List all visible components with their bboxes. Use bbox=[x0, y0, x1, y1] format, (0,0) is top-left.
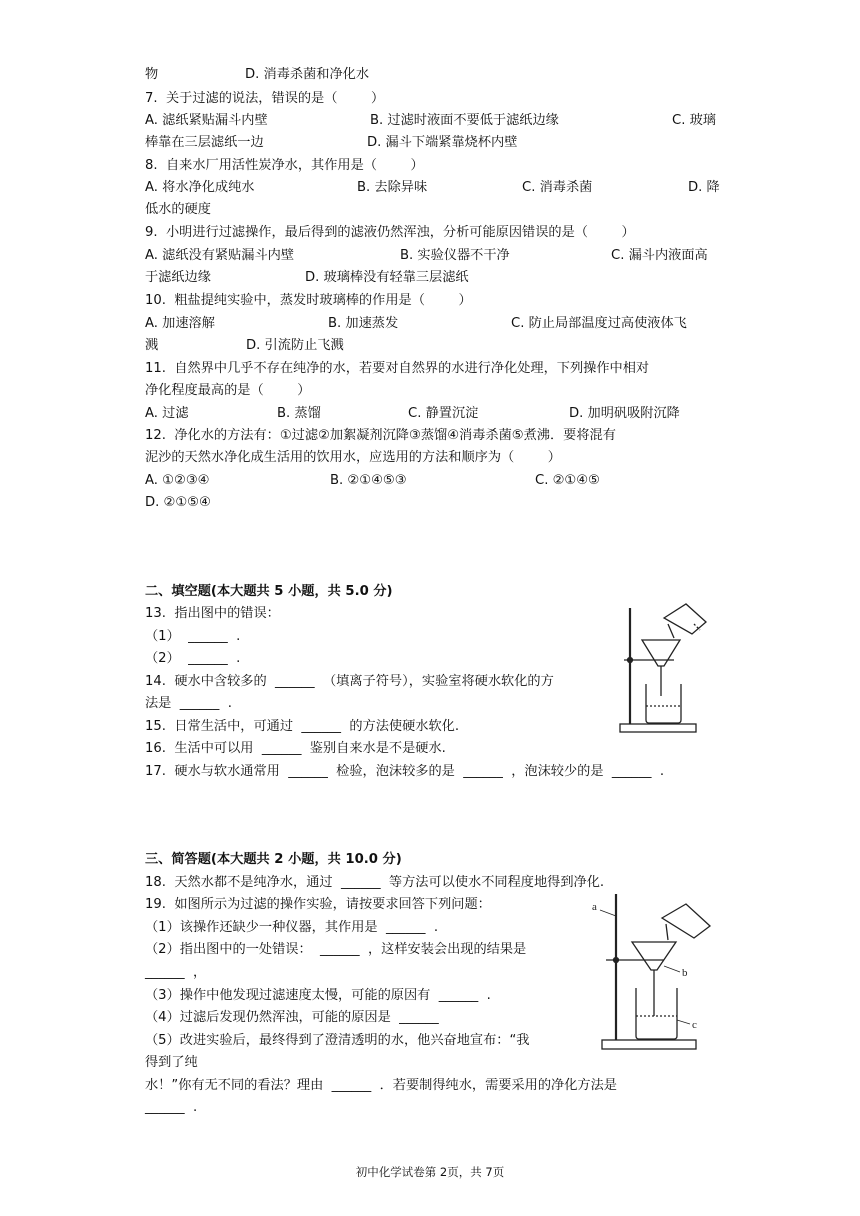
funnel bbox=[642, 640, 680, 666]
q10-option-a: A. 加速溶解 bbox=[145, 316, 215, 331]
q12-option-c: C. ②①④⑤ bbox=[535, 473, 600, 488]
q11-option-b: B. 蒸馏 bbox=[277, 406, 321, 421]
q19-part-4: （4）过滤后发现仍然浑浊，可能的原因是 ______ bbox=[145, 1010, 439, 1025]
q9-option-d: D. 玻璃棒没有轻靠三层滤纸 bbox=[305, 270, 469, 285]
q12-option-a: A. ①②③④ bbox=[145, 473, 210, 488]
q9-option-c-tail: 于滤纸边缘 bbox=[145, 270, 211, 285]
filtration-apparatus-figure-1 bbox=[612, 600, 724, 738]
q7-option-a: A. 滤纸紧贴漏斗内壁 bbox=[145, 113, 268, 128]
section-2-heading: 二、填空题(本大题共 5 小题，共 5.0 分) bbox=[145, 584, 393, 599]
q19-part-5-line-2: 得到了纯 bbox=[145, 1055, 198, 1070]
q8-option-b: B. 去除异味 bbox=[357, 180, 428, 195]
question-8: 8. 自来水厂用活性炭净水，其作用是（ ） bbox=[145, 158, 424, 173]
q9-option-b: B. 实验仪器不干净 bbox=[400, 248, 510, 263]
q7-option-c: C. 玻璃 bbox=[672, 113, 716, 128]
q6-option-d: D. 消毒杀菌和净化水 bbox=[245, 67, 370, 82]
q8-option-a: A. 将水净化成纯水 bbox=[145, 180, 255, 195]
question-10: 10. 粗盐提纯实验中，蒸发时玻璃棒的作用是（ ） bbox=[145, 293, 472, 308]
label-c: c bbox=[692, 1019, 697, 1031]
section-3-heading: 三、简答题(本大题共 2 小题，共 10.0 分) bbox=[145, 852, 402, 867]
q9-option-a: A. 滤纸没有紧贴漏斗内壁 bbox=[145, 248, 295, 263]
q12-option-d: D. ②①⑤④ bbox=[145, 495, 211, 510]
q19-part-5-line-3: 水！”你有无不同的看法？理由 ______ ．若要制得纯水，需要采用的净化方法是 bbox=[145, 1078, 617, 1093]
q8-option-d-tail: 低水的硬度 bbox=[145, 202, 211, 217]
q19-part-2: （2）指出图中的一处错误： ______ ，这样安装会出现的结果是 bbox=[145, 942, 527, 957]
page-footer: 初中化学试卷第 2页，共 7页 bbox=[355, 1165, 505, 1179]
stand-base bbox=[602, 1040, 696, 1049]
filtration-apparatus-figure-2 bbox=[590, 888, 722, 1058]
question-9: 9. 小明进行过滤操作，最后得到的滤液仍然浑浊，分析可能原因错误的是（ ） bbox=[145, 225, 635, 240]
q7-option-d: D. 漏斗下端紧靠烧杯内壁 bbox=[367, 135, 518, 150]
question-11: 11. 自然界中几乎不存在纯净的水，若要对自然界的水进行净化处理，下列操作中相对 bbox=[145, 361, 650, 376]
q10-option-b: B. 加速蒸发 bbox=[328, 316, 399, 331]
stand-base bbox=[620, 724, 696, 732]
label-b: b bbox=[682, 967, 688, 979]
question-18: 18. 天然水都不是纯净水，通过 ______ 等方法可以使水不同程度地得到净化. bbox=[145, 875, 605, 890]
q10-option-c: C. 防止局部温度过高使液体飞 bbox=[511, 316, 687, 331]
question-14: 14. 硬水中含较多的 ______ （填离子符号），实验室将硬水软化的方 bbox=[145, 674, 554, 689]
question-15: 15. 日常生活中，可通过 ______ 的方法使硬水软化. bbox=[145, 719, 460, 734]
q7-option-c-tail: 棒靠在三层滤纸一边 bbox=[145, 135, 264, 150]
q9-option-c: C. 漏斗内液面高 bbox=[611, 248, 708, 263]
question-17: 17. 硬水与软水通常用 ______ 检验，泡沫较多的是 ______ ，泡沫较少的是 ______ . bbox=[145, 764, 665, 779]
funnel bbox=[632, 942, 676, 970]
beaker bbox=[636, 988, 677, 1039]
q19-part-5: （5）改进实验后，最终得到了澄清透明的水，他兴奋地宣布：“我 bbox=[145, 1033, 530, 1048]
q10-option-c-tail: 溅 bbox=[145, 338, 159, 353]
q6-option-c-tail: 物 bbox=[145, 67, 159, 82]
q7-option-b: B. 过滤时液面不要低于滤纸边缘 bbox=[370, 113, 559, 128]
label-a: a bbox=[592, 901, 597, 913]
question-19: 19. 如图所示为过滤的操作实验，请按要求回答下列问题： bbox=[145, 897, 491, 912]
q11-option-a: A. 过滤 bbox=[145, 406, 189, 421]
q11-option-c: C. 静置沉淀 bbox=[408, 406, 479, 421]
q19-part-1: （1）该操作还缺少一种仪器，其作用是 ______ . bbox=[145, 920, 439, 935]
q11-option-d: D. 加明矾吸附沉降 bbox=[569, 406, 680, 421]
question-12-line-2: 泥沙的天然水净化成生活用的饮用水，应选用的方法和顺序为（ ） bbox=[145, 450, 561, 465]
q19-part-2-blank: ______ ， bbox=[145, 965, 207, 980]
question-7: 7. 关于过滤的说法，错误的是（ ） bbox=[145, 91, 385, 106]
question-14-line-2: 法是 ______ . bbox=[145, 696, 232, 711]
q19-part-3: （3）操作中他发现过滤速度太慢，可能的原因有 ______ . bbox=[145, 988, 491, 1003]
question-11-line-2: 净化程度最高的是（ ） bbox=[145, 383, 311, 398]
question-16: 16. 生活中可以用 ______ 鉴别自来水是不是硬水. bbox=[145, 741, 446, 756]
q13-blank-1: （1） ______ . bbox=[145, 629, 241, 644]
water-stream bbox=[668, 624, 674, 638]
q12-option-b: B. ②①④⑤③ bbox=[330, 473, 407, 488]
q13-blank-2: （2） ______ . bbox=[145, 651, 241, 666]
q19-part-5-line-4: ______ . bbox=[145, 1100, 198, 1115]
q10-option-d: D. 引流防止飞溅 bbox=[246, 338, 344, 353]
q8-option-c: C. 消毒杀菌 bbox=[522, 180, 593, 195]
q8-option-d: D. 降 bbox=[688, 180, 720, 195]
beaker bbox=[646, 684, 681, 723]
question-13: 13. 指出图中的错误： bbox=[145, 606, 280, 621]
question-12: 12. 净化水的方法有：①过滤②加絮凝剂沉降③蒸馏④消毒杀菌⑤煮沸．要将混有 bbox=[145, 428, 616, 443]
water-stream bbox=[666, 924, 668, 940]
pouring-beaker bbox=[662, 904, 710, 938]
